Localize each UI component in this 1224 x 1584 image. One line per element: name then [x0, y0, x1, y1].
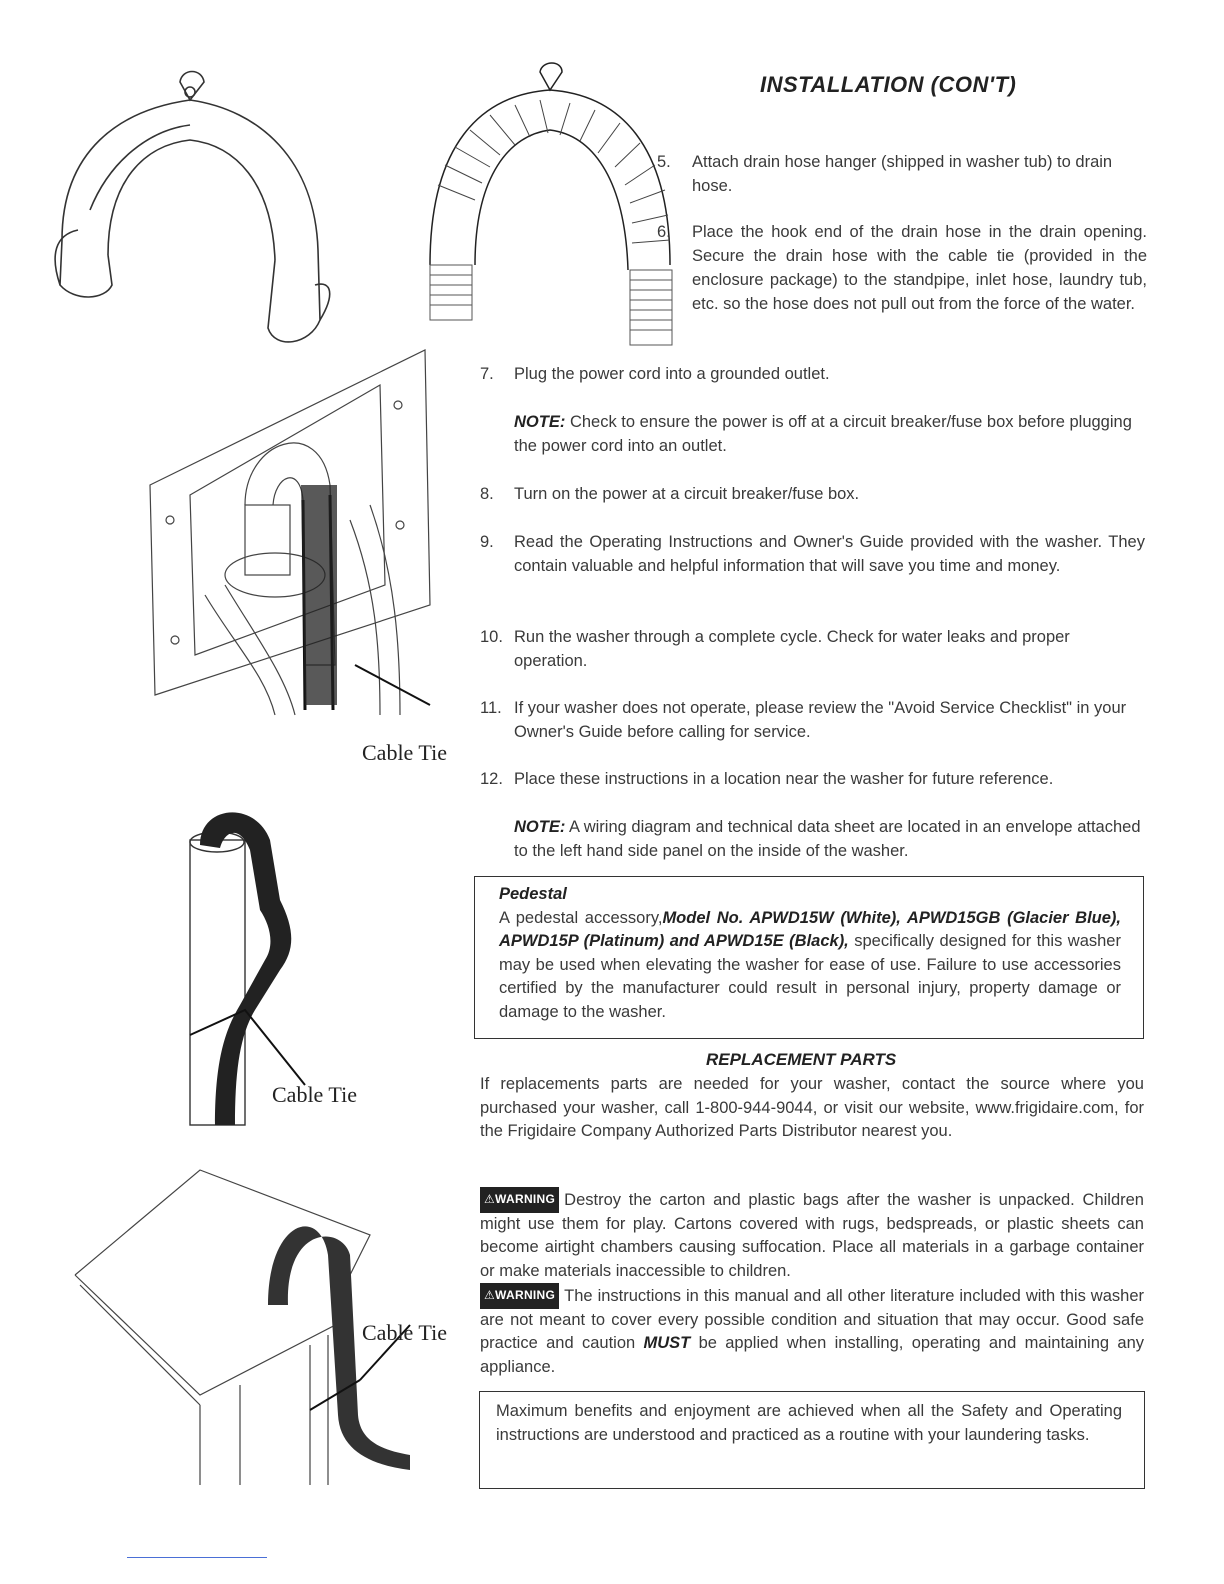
benefits-box: Maximum benefits and enjoyment are achieved when all the Safety and Operating instructions are understood and practiced as a routine with your laundering tasks.: [479, 1391, 1145, 1489]
step-11: 11. If your washer does not operate, please review the "Avoid Service Checklist" in your Owner's Guide before calling for service.: [480, 699, 1127, 741]
pedestal-box: Pedestal A pedestal accessory,Model No. APWD15W (White), APWD15GB (Glacier Blue), APWD15P (Platinum) and APWD15E (Black), specifically designed for this washer may be used when elevating the washer for ease of use. Failure to use accessories certified by the manufacturer could result in personal injury, property damage or damage to the washer.: [474, 876, 1144, 1039]
step-6: 6. Place the hook end of the drain hose in the drain opening. Secure the drain hose with the cable tie (provided in the enclosure package) to the standpipe, inlet hose, laundry tub, etc. so the hose does not pull out from the force of the water.: [657, 223, 1147, 313]
step-5: 5. Attach drain hose hanger (shipped in washer tub) to drain hose.: [657, 153, 1113, 195]
replacement-parts-text: If replacements parts are needed for your washer, contact the source where you purchased your washer, call 1-800-944-9044, or visit our website, www.frigidaire.com, for the Frigidaire Company Authorized Parts Distributor nearest you.: [480, 1075, 1144, 1140]
page-title: INSTALLATION (CON'T): [760, 72, 1017, 97]
warning-2: ⚠WARNING The instructions in this manual and all other literature included with this washer are not meant to cover every possible condition and situation that may occur. Good safe practice and caution MUST be applied when installing, operating and maintaining any appliance.: [480, 1283, 1144, 1379]
warning-badge: ⚠WARNING: [480, 1283, 559, 1309]
step-7: 7. Plug the power cord into a grounded outlet.: [480, 365, 830, 383]
cable-tie-caption: Cable Tie: [362, 1320, 447, 1345]
pedestal-title: Pedestal: [499, 885, 567, 903]
standpipe-box-illustration: [145, 345, 445, 725]
note-wiring: NOTE: A wiring diagram and technical data sheet are located in an envelope attached to the left hand side panel on the inside of the washer.: [514, 818, 1141, 860]
cable-tie-caption: Cable Tie: [362, 740, 447, 765]
note-power: NOTE: Check to ensure the power is off at a circuit breaker/fuse box before plugging the power cord into an outlet.: [514, 413, 1132, 455]
warning-1: ⚠WARNING Destroy the carton and plastic bags after the washer is unpacked. Children might use them for play. Cartons covered with rugs, bedspreads, or plastic sheets can become airtight chambers causing suffocation. Place all materials in a garbage container or make materials inaccessible to children.: [480, 1187, 1144, 1283]
drain-hose-hanger-illustration: [50, 70, 350, 360]
warning-badge: ⚠WARNING: [480, 1187, 559, 1213]
replacement-parts-title: REPLACEMENT PARTS: [706, 1050, 897, 1069]
step-12: 12. Place these instructions in a location near the washer for future reference.: [480, 770, 1054, 788]
step-8: 8. Turn on the power at a circuit breaker/fuse box.: [480, 485, 860, 503]
step-9: 9. Read the Operating Instructions and Owner's Guide provided with the washer. They contain valuable and helpful information that will save you time and money.: [480, 533, 1145, 575]
step-10: 10. Run the washer through a complete cycle. Check for water leaks and proper operation.: [480, 628, 1070, 670]
cable-tie-caption: Cable Tie: [272, 1082, 357, 1107]
footer-rule: [127, 1557, 267, 1558]
hanger-with-hose-illustration: [420, 65, 680, 365]
pedestal-models: Model No. APWD15W (White), APWD15GB (Glacier Blue), APWD15P (Platinum) and APWD15E (Black),: [499, 908, 1122, 950]
